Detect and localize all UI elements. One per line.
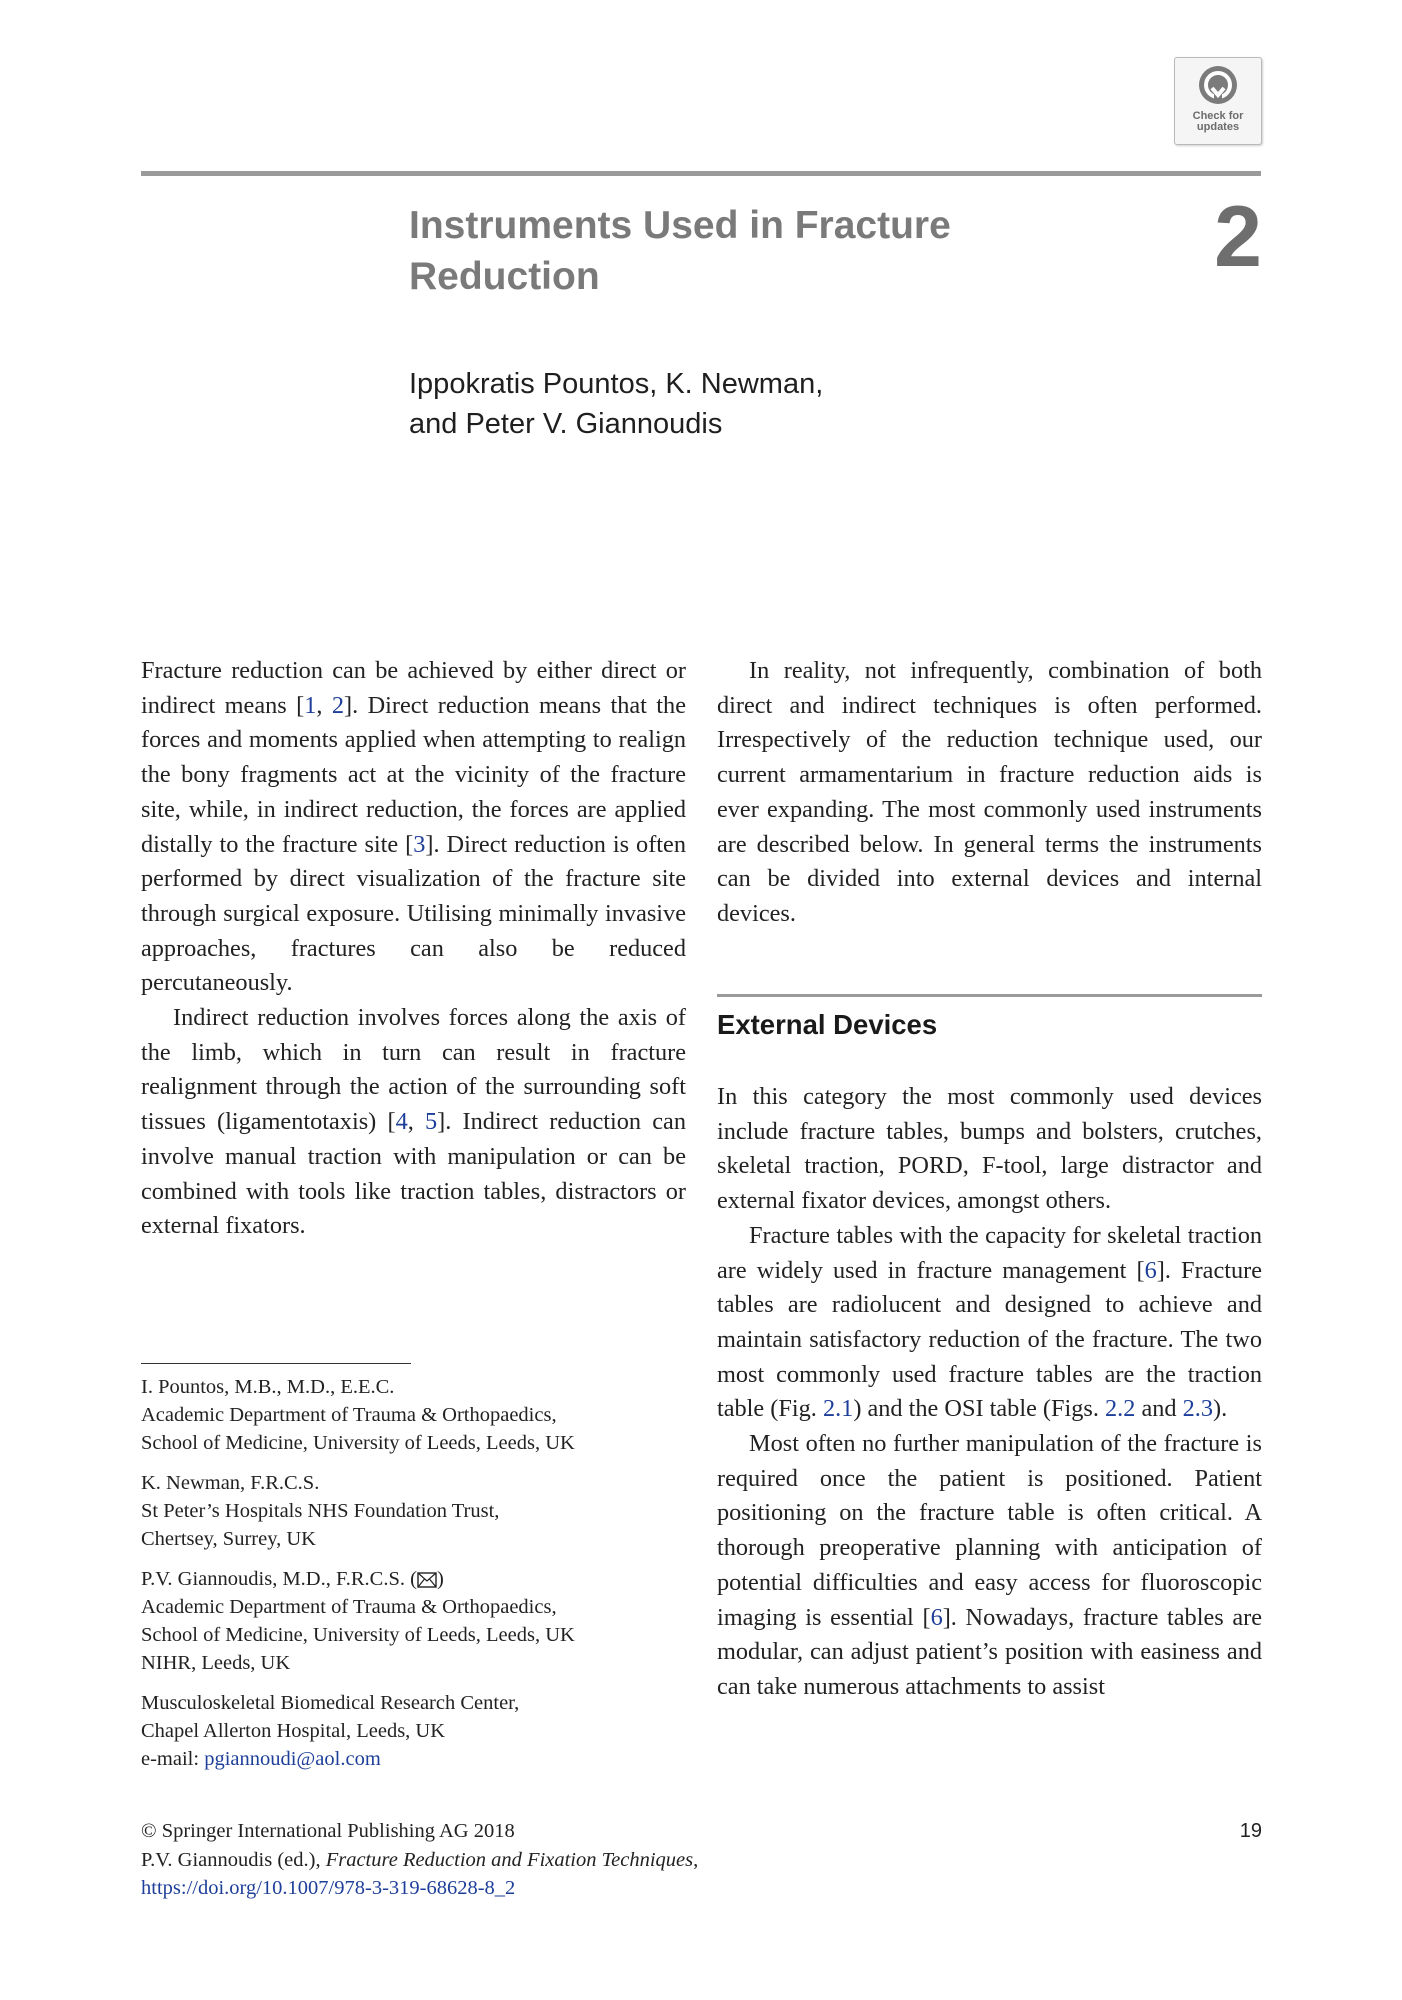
chapter-authors (409, 364, 1009, 444)
citation-4[interactable]: 4 (395, 1108, 408, 1136)
chapter-title (409, 200, 1109, 302)
authors-line1: Ippokratis Pountos, K. Newman, (409, 368, 824, 400)
citation-6[interactable]: 6 (1144, 1256, 1157, 1284)
email-link[interactable]: pgiannoudi@aol.com (204, 1748, 381, 1770)
text-run: and (1135, 1395, 1183, 1423)
affiliation-line: Musculoskeletal Biomedical Research Center, (141, 1692, 520, 1714)
text-run: P.V. Giannoudis, M.D., F.R.C.S. ( (141, 1568, 417, 1590)
paragraph-indirect-reduction (141, 1001, 686, 1244)
paragraph-direct-reduction (141, 654, 686, 1001)
check-for-updates-badge[interactable] (1174, 57, 1262, 145)
publication-info (141, 1817, 1262, 1903)
citation-2[interactable]: 2 (331, 691, 345, 719)
text-run: ]. Indirect reduction can involve manual traction with manipulation or can be combined with tools like traction tables, distractors or external fixators. (141, 1108, 686, 1240)
badge-label-line2: updates (1196, 121, 1240, 133)
email-label: e-mail: (141, 1748, 205, 1770)
authors-line2: and Peter V. Giannoudis (409, 408, 723, 440)
book-title: Fracture Reduction and Fixation Techniques (325, 1848, 694, 1871)
affiliation-line (141, 1565, 701, 1593)
text-run: ) (436, 1568, 444, 1590)
text-run: ]. Fracture tables are radiolucent and designed to achieve and maintain satisfactory reduction of the fracture. The two most commonly used fracture tables are the traction table (Fig. (717, 1256, 1263, 1423)
affiliation-line: Academic Department of Trauma & Orthopaedics, (141, 1596, 557, 1618)
text-run: P.V. Giannoudis (ed.), (141, 1848, 326, 1871)
badge-label-line1: Check for (1192, 110, 1244, 122)
figure-link-2-1[interactable]: 2.1 (822, 1395, 854, 1423)
author-affiliations (141, 1373, 701, 1785)
text-run: Fracture reduction can be achieved by either direct or indirect means [ (141, 657, 686, 719)
text-run: Indirect reduction involves forces along the axis of the limb, which in turn can result in fracture realignment through the action of the surrounding soft tissues (ligamentotaxis) [ (141, 1004, 686, 1136)
citation-5[interactable]: 5 (425, 1108, 438, 1136)
affiliation-giannoudis (141, 1565, 701, 1677)
paragraph-category: In this category the most commonly used devices include fracture tables, bumps and bolsters, crutches, skeletal traction, PORD, F-tool, large distractor and external fixator devices, amongst others. (717, 1083, 1262, 1215)
text-run: ]. Direct reduction is often performed by direct visualization of the fracture site through surgical exposure. Utilising minimally invasive approaches, fractures can also be reduced percutaneously. (141, 830, 686, 997)
affiliation-line: Chertsey, Surrey, UK (141, 1528, 316, 1550)
page-number: 19 (1239, 1820, 1262, 1842)
text-run: ) and the OSI table (Figs. (853, 1395, 1106, 1423)
affiliation-line: Academic Department of Trauma & Orthopaedics, (141, 1404, 557, 1426)
affiliation-research-center (141, 1689, 701, 1773)
text-run: Fracture tables with the capacity for skeletal traction are widely used in fracture management [ (717, 1221, 1262, 1284)
doi-link[interactable]: https://doi.org/10.1007/978-3-319-68628-8_2 (141, 1877, 516, 1899)
chapter-title-line2: Reduction (409, 255, 600, 298)
citation-3[interactable]: 3 (413, 830, 426, 858)
affiliation-line: K. Newman, F.R.C.S. (141, 1472, 320, 1494)
footnote-rule (141, 1363, 411, 1364)
affiliation-line: School of Medicine, University of Leeds, Leeds, UK (141, 1624, 575, 1646)
text-run: , (407, 1108, 426, 1136)
affiliation-line: NIHR, Leeds, UK (141, 1652, 291, 1674)
text-run: , (693, 1848, 699, 1871)
chapter-number: 2 (1214, 189, 1262, 285)
citation-1[interactable]: 1 (304, 691, 317, 719)
chapter-title-line1: Instruments Used in Fracture (409, 204, 951, 247)
doi-line (141, 1874, 1262, 1903)
paragraph-combination: In reality, not infrequently, combination of both direct and indirect techniques is often performed. Irrespectively of the reduction technique used, our current armamentarium in fracture reduction aids is ever expanding. The most commonly used instruments are described below. In general terms the instruments can be divided into external devices and internal devices. (717, 657, 1262, 927)
text-run: Most often no further manipulation of the fracture is required once the patient is positioned. Patient positioning on the fracture table is often critical. A thorough preoperative planning with anticipation of potential difficulties and easy access for fluoroscopic imaging is essential [ (717, 1430, 1262, 1631)
envelope-icon[interactable] (417, 1572, 437, 1588)
right-column-external-devices (717, 1080, 1262, 1705)
section-rule (717, 994, 1262, 997)
check-for-updates-icon (1197, 64, 1239, 106)
figure-link-2-3[interactable]: 2.3 (1182, 1395, 1214, 1423)
right-column-intro (717, 654, 1262, 932)
paragraph-positioning (717, 1427, 1262, 1705)
text-run: ]. Nowadays, fracture tables are modular, can adjust patient’s position with easiness and can take numerous attachments to assist (717, 1603, 1262, 1700)
copyright-line: © Springer International Publishing AG 2018 (141, 1820, 515, 1842)
paragraph-fracture-tables (717, 1219, 1262, 1427)
header-rule (141, 171, 1261, 176)
affiliation-pountos (141, 1373, 701, 1457)
affiliation-line: St Peter’s Hospitals NHS Foundation Trust, (141, 1500, 500, 1522)
section-heading-external-devices: External Devices (717, 1009, 938, 1040)
citation-6b[interactable]: 6 (930, 1603, 943, 1631)
text-run: , (316, 691, 332, 719)
affiliation-line: School of Medicine, University of Leeds, Leeds, UK (141, 1432, 575, 1454)
text-run: ). (1213, 1395, 1228, 1423)
affiliation-newman (141, 1469, 701, 1553)
left-column (141, 654, 686, 1244)
book-citation (141, 1846, 1262, 1875)
email-line (141, 1745, 701, 1773)
affiliation-line: Chapel Allerton Hospital, Leeds, UK (141, 1720, 446, 1742)
figure-link-2-2[interactable]: 2.2 (1105, 1395, 1136, 1423)
affiliation-line: I. Pountos, M.B., M.D., E.E.C. (141, 1376, 395, 1398)
text-run: ]. Direct reduction means that the forces and moments applied when attempting to realign the bony fragments act at the vicinity of the fracture site, while, in indirect reduction, the forces are applied distally to the fracture site [ (141, 691, 686, 858)
